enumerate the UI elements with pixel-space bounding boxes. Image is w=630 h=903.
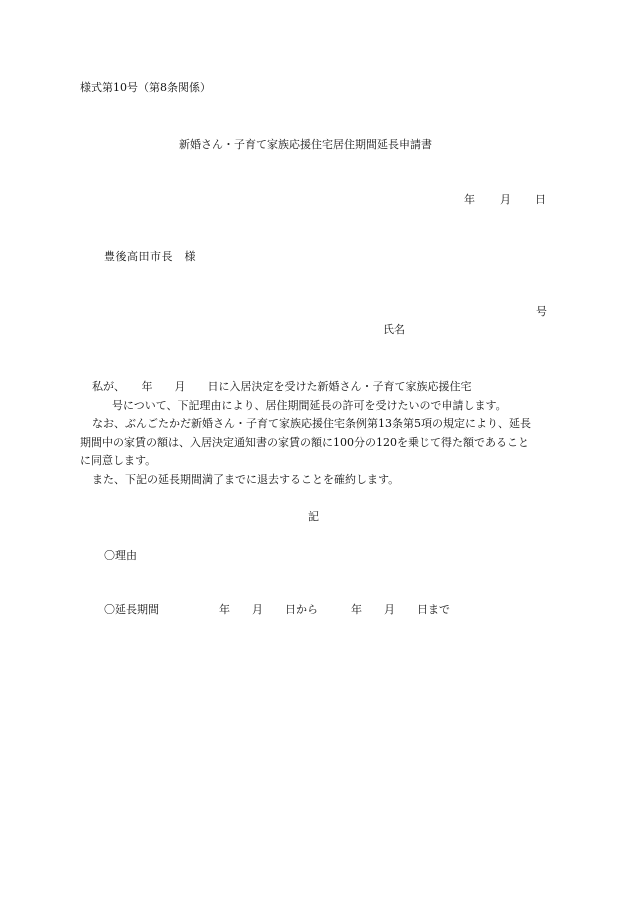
ki-heading: 記	[308, 510, 319, 523]
body-line-1: 私が、 年 月 日に入居決定を受けた新婚さん・子育て家族応援住宅	[92, 380, 472, 393]
form-number: 様式第10号（第8条関係）	[80, 81, 211, 94]
reason-label: 〇理由	[104, 549, 137, 562]
body-line-5: に同意します。	[80, 454, 157, 467]
date-day-label: 日	[535, 193, 546, 206]
body-line-6: また、下記の延長期間満了までに退去することを確約します。	[92, 473, 400, 486]
extension-period-range: 年 月 日から 年 月 日まで	[219, 603, 450, 616]
extension-period-label: 〇延長期間	[104, 603, 159, 616]
date-year-label: 年	[464, 193, 475, 206]
extension-period-row	[104, 604, 450, 615]
body-line-2: 号について、下記理由により、居住期間延長の許可を受けたいので申請します。	[90, 399, 507, 412]
applicant-number-label: 号	[536, 305, 547, 318]
applicant-name-label: 氏名	[383, 323, 405, 336]
document-title: 新婚さん・子育て家族応援住宅居住期間延長申請書	[179, 138, 432, 151]
date-month-label: 月	[500, 193, 511, 206]
body-line-3: なお、ぶんごたかだ新婚さん・子育て家族応援住宅条例第13条第5項の規定により、延長	[92, 417, 531, 430]
addressee: 豊後高田市長 様	[104, 250, 196, 263]
body-line-4: 期間中の家賃の額は、入居決定通知書の家賃の額に100分の120を乗じて得た額であること	[80, 436, 529, 449]
